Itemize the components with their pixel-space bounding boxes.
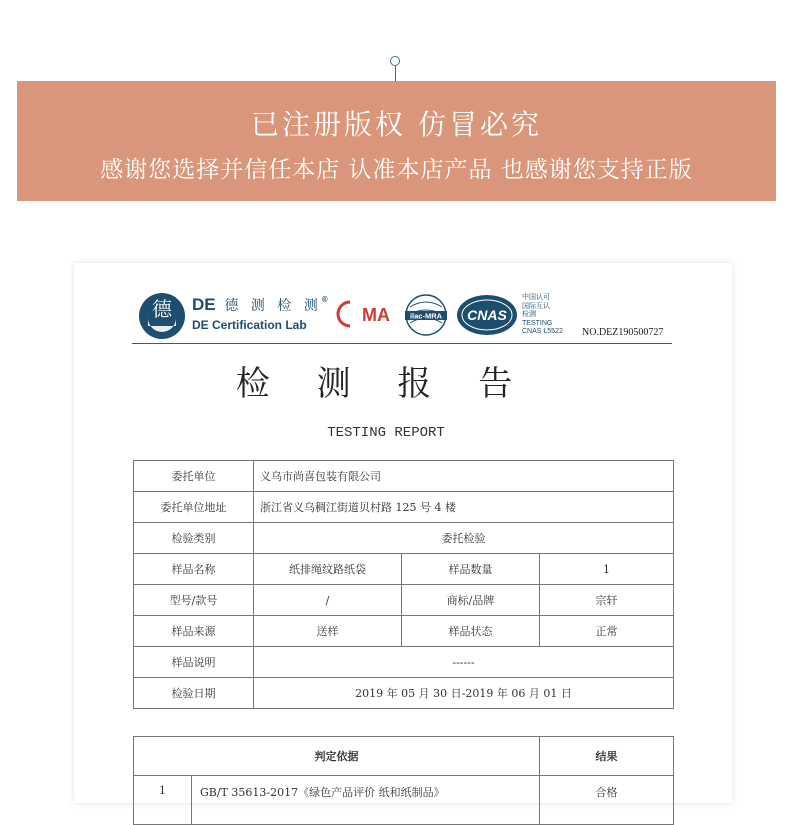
desc-value: ------ — [254, 647, 674, 678]
address-value: 浙江省义乌稠江街道贝村路 125 号 4 楼 — [254, 492, 674, 523]
table-row — [134, 585, 674, 616]
cnas-logo-text: CNAS — [467, 307, 507, 323]
state-value: 正常 — [540, 616, 674, 647]
address-label: 委托单位地址 — [134, 492, 254, 523]
result-header: 结果 — [540, 737, 674, 776]
sample-qty-value: 1 — [540, 554, 674, 585]
pin-line — [395, 66, 397, 82]
pin-icon — [390, 56, 400, 66]
cnas-text-line: TESTING — [522, 319, 553, 327]
type-label: 检验类别 — [134, 523, 254, 554]
table-row — [134, 616, 674, 647]
report-number: NO.DEZ190500727 — [582, 327, 664, 338]
ilac-logo-text: ilac-MRA — [409, 311, 443, 321]
table-row — [134, 554, 674, 585]
source-label: 样品来源 — [134, 616, 254, 647]
client-label: 委托单位 — [134, 461, 254, 492]
banner-subtitle: 感谢您选择并信任本店 认准本店产品 也感谢您支持正版 — [100, 157, 693, 183]
copyright-banner — [17, 81, 776, 201]
cnas-text-line: CNAS L5522 — [522, 328, 563, 335]
table-row — [134, 776, 674, 825]
table-row — [134, 461, 674, 492]
report-subtitle: TESTING REPORT — [327, 425, 445, 441]
basis-header: 判定依据 — [134, 737, 540, 776]
judgement-basis-table — [133, 736, 674, 825]
cnas-text-line: 国际互认 — [522, 302, 550, 310]
header-divider — [132, 343, 672, 344]
de-brand: DE — [192, 295, 216, 314]
date-label: 检验日期 — [134, 678, 254, 709]
cma-logo-text: MA — [362, 305, 390, 325]
test-report-document — [74, 263, 732, 803]
source-value: 送样 — [254, 616, 402, 647]
de-lab-name-cn: 德 测 检 测 — [224, 298, 322, 314]
desc-label: 样品说明 — [134, 647, 254, 678]
registered-mark: ® — [321, 295, 328, 304]
sample-qty-label: 样品数量 — [402, 554, 540, 585]
model-label: 型号/款号 — [134, 585, 254, 616]
type-value: 委托检验 — [254, 523, 674, 554]
de-logo-glyph: 德 — [152, 297, 172, 321]
table-row — [134, 523, 674, 554]
table-row — [134, 492, 674, 523]
ilac-mra-logo-icon — [402, 293, 450, 337]
date-value: 2019 年 05 月 30 日-2019 年 06 月 01 日 — [254, 678, 674, 709]
cnas-text-line: 中国认可 — [522, 294, 550, 301]
cnas-text-line: 检测 — [522, 311, 536, 318]
brand-value: 宗轩 — [540, 585, 674, 616]
table-row — [134, 647, 674, 678]
sample-name-label: 样品名称 — [134, 554, 254, 585]
table-row — [134, 678, 674, 709]
banner-title: 已注册版权 仿冒必究 — [251, 108, 542, 141]
row-index: 1 — [134, 776, 192, 825]
sample-name-value: 纸排绳纹路纸袋 — [254, 554, 402, 585]
report-title: 检 测 报 告 — [235, 364, 531, 404]
cnas-logo-icon — [455, 293, 519, 337]
row-standard: GB/T 35613-2017《绿色产品评价 纸和纸制品》 — [192, 776, 540, 825]
client-value: 义乌市尚喜包装有限公司 — [254, 461, 674, 492]
table-header-row — [134, 737, 674, 776]
cnas-accreditation-text — [522, 294, 563, 337]
report-info-table — [133, 460, 674, 709]
de-lab-logo-icon — [138, 292, 186, 340]
de-lab-name — [192, 295, 328, 315]
model-value: / — [254, 585, 402, 616]
de-lab-name-en: DE Certification Lab — [192, 318, 307, 332]
row-result: 合格 — [540, 776, 674, 825]
brand-label: 商标/品牌 — [402, 585, 540, 616]
state-label: 样品状态 — [402, 616, 540, 647]
cma-logo-icon — [336, 298, 398, 330]
